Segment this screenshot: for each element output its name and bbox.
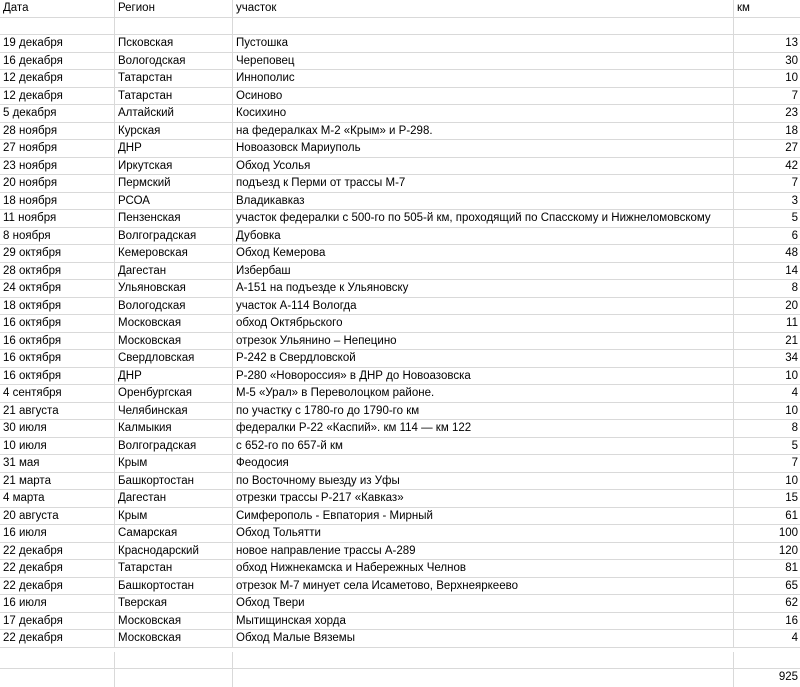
region-cell[interactable]: Калмыкия: [114, 420, 232, 438]
km-cell[interactable]: 14: [733, 263, 800, 281]
section-cell[interactable]: участок федералки с 500-го по 505-й км, проходящий по Спасскому и Нижнеломовскому: [232, 210, 733, 228]
table-row: [0, 385, 800, 403]
table-row: [0, 508, 800, 526]
empty-cell[interactable]: [733, 18, 800, 36]
km-cell[interactable]: 81: [733, 560, 800, 578]
header-section[interactable]: участок: [232, 0, 733, 18]
date-cell[interactable]: 31 мая: [3, 457, 40, 469]
km-cell[interactable]: 42: [733, 158, 800, 176]
km-cell[interactable]: 30: [733, 53, 800, 71]
section-cell[interactable]: участок А-114 Вологда: [232, 298, 733, 316]
region-cell[interactable]: Крым: [114, 455, 232, 473]
section-cell[interactable]: Дубовка: [232, 228, 733, 246]
km-cell[interactable]: 23: [733, 105, 800, 123]
date-cell[interactable]: 23 ноября: [3, 159, 58, 172]
empty-cell[interactable]: [232, 18, 733, 36]
table-row: [0, 175, 800, 193]
header-region[interactable]: Регион: [114, 0, 232, 18]
region-cell[interactable]: Вологодская: [114, 298, 232, 316]
section-cell[interactable]: Обход Твери: [232, 595, 733, 613]
region-cell[interactable]: Татарстан: [114, 88, 232, 106]
km-cell[interactable]: 100: [733, 525, 800, 543]
empty-cell[interactable]: [0, 652, 114, 670]
header-row: [0, 0, 800, 18]
date-cell[interactable]: 16 октября: [3, 369, 62, 382]
table-row: [0, 70, 800, 88]
section-cell[interactable]: Обход Тольятти: [232, 525, 733, 543]
section-cell[interactable]: Р-242 в Свердловской: [232, 350, 733, 368]
km-cell[interactable]: 21: [733, 333, 800, 351]
date-cell[interactable]: 5 декабря: [3, 107, 57, 119]
section-cell[interactable]: Владикавказ: [232, 193, 733, 211]
section-cell[interactable]: Обход Кемерова: [232, 245, 733, 263]
date-cell[interactable]: 20 августа: [3, 509, 59, 522]
km-cell[interactable]: 65: [733, 578, 800, 596]
header-km[interactable]: км: [733, 0, 800, 18]
table-row: [0, 140, 800, 158]
date-cell[interactable]: 20 ноября: [3, 177, 58, 189]
table-row: [0, 438, 800, 456]
section-cell[interactable]: отрезки трассы Р-217 «Кавказ»: [232, 490, 733, 508]
km-cell[interactable]: 3: [733, 193, 800, 211]
km-cell[interactable]: 10: [733, 403, 800, 421]
region-cell[interactable]: Московская: [114, 315, 232, 333]
region-cell[interactable]: Алтайский: [114, 105, 232, 123]
date-cell[interactable]: 8 ноября: [3, 229, 51, 242]
empty-cell[interactable]: [114, 669, 232, 687]
date-cell[interactable]: 16 октября: [3, 334, 62, 347]
date-cell[interactable]: 24 октября: [3, 282, 62, 294]
region-cell[interactable]: РСОА: [114, 193, 232, 211]
date-cell[interactable]: 22 декабря: [3, 579, 63, 592]
km-cell[interactable]: 7: [733, 88, 800, 106]
table-row: [0, 88, 800, 106]
section-cell[interactable]: отрезок М-7 минует села Исаметово, Верхнеяркеево: [232, 578, 733, 596]
section-cell[interactable]: Пустошка: [232, 35, 733, 53]
empty-cell[interactable]: [0, 669, 114, 687]
km-cell[interactable]: 20: [733, 298, 800, 316]
km-cell[interactable]: 6: [733, 228, 800, 246]
region-cell[interactable]: Московская: [114, 630, 232, 648]
km-cell[interactable]: 16: [733, 613, 800, 631]
date-cell[interactable]: 17 декабря: [3, 614, 63, 627]
empty-cell[interactable]: [232, 669, 733, 687]
section-cell[interactable]: Мытищинская хорда: [232, 613, 733, 631]
region-cell[interactable]: Челябинская: [114, 403, 232, 421]
section-cell[interactable]: Феодосия: [232, 455, 733, 473]
section-cell[interactable]: обход Нижнекамска и Набережных Челнов: [232, 560, 733, 578]
km-cell[interactable]: 10: [733, 473, 800, 491]
empty-cell[interactable]: [232, 652, 733, 670]
region-cell[interactable]: Свердловская: [114, 350, 232, 368]
table-row: [0, 193, 800, 211]
km-cell[interactable]: 4: [733, 630, 800, 648]
table-row: [0, 298, 800, 316]
date-cell[interactable]: 30 июля: [3, 422, 47, 434]
section-cell[interactable]: Череповец: [232, 53, 733, 71]
table-row: [0, 578, 800, 596]
km-cell[interactable]: 11: [733, 315, 800, 333]
section-cell[interactable]: Обход Малые Вяземы: [232, 630, 733, 648]
region-cell[interactable]: Пензенская: [114, 210, 232, 228]
date-cell[interactable]: 16 июля: [3, 597, 47, 609]
table-row: [0, 473, 800, 491]
table-row: [0, 35, 800, 53]
region-cell[interactable]: Московская: [114, 613, 232, 631]
region-cell[interactable]: Самарская: [114, 525, 232, 543]
region-cell[interactable]: Дагестан: [114, 490, 232, 508]
table-row: [0, 490, 800, 508]
table-row: [0, 105, 800, 123]
date-cell[interactable]: 4 сентября: [3, 387, 62, 399]
table-row: [0, 158, 800, 176]
region-cell[interactable]: Курская: [114, 123, 232, 141]
empty-cell[interactable]: [114, 652, 232, 670]
section-cell[interactable]: Обход Усолья: [232, 158, 733, 176]
km-cell[interactable]: 10: [733, 70, 800, 88]
region-cell[interactable]: Псковская: [114, 35, 232, 53]
date-cell[interactable]: 4 марта: [3, 492, 45, 504]
section-cell[interactable]: Симферополь - Евпатория - Мирный: [232, 508, 733, 526]
table-row: [0, 560, 800, 578]
total-row: [0, 669, 800, 687]
empty-cell[interactable]: [0, 18, 114, 36]
table-row: [0, 263, 800, 281]
table-row: [0, 613, 800, 631]
date-cell[interactable]: 29 октября: [3, 247, 62, 259]
region-cell[interactable]: ДНР: [114, 140, 232, 158]
km-cell[interactable]: 120: [733, 543, 800, 561]
region-cell[interactable]: Пермский: [114, 175, 232, 193]
table-row: [0, 280, 800, 298]
table-row: [0, 455, 800, 473]
section-cell[interactable]: с 652-го по 657-й км: [232, 438, 733, 456]
region-cell[interactable]: ДНР: [114, 368, 232, 386]
date-cell[interactable]: 16 октября: [3, 352, 62, 364]
section-cell[interactable]: отрезок Ульянино – Непецино: [232, 333, 733, 351]
region-cell[interactable]: Кемеровская: [114, 245, 232, 263]
date-cell[interactable]: 16 июля: [3, 527, 47, 539]
km-cell[interactable]: 18: [733, 123, 800, 141]
empty-cell[interactable]: [733, 652, 800, 670]
table-row: [0, 210, 800, 228]
region-cell[interactable]: Дагестан: [114, 263, 232, 281]
total-km-cell[interactable]: 925: [733, 669, 800, 687]
section-cell[interactable]: федералки Р-22 «Каспий». км 114 — км 122: [232, 420, 733, 438]
section-cell[interactable]: по участку с 1780-го до 1790-го км: [232, 403, 733, 421]
date-cell[interactable]: 16 октября: [3, 317, 62, 329]
km-cell[interactable]: 7: [733, 455, 800, 473]
km-cell[interactable]: 15: [733, 490, 800, 508]
section-cell[interactable]: Избербаш: [232, 263, 733, 281]
region-cell[interactable]: Волгоградская: [114, 438, 232, 456]
table-row: [0, 368, 800, 386]
date-cell[interactable]: 22 декабря: [3, 632, 63, 644]
empty-cell[interactable]: [114, 18, 232, 36]
empty-row: [0, 652, 800, 670]
table-row: [0, 228, 800, 246]
table-row: [0, 333, 800, 351]
table-row: [0, 53, 800, 71]
km-cell[interactable]: 10: [733, 368, 800, 386]
date-cell[interactable]: 10 июля: [3, 439, 47, 452]
km-cell[interactable]: 62: [733, 595, 800, 613]
section-cell[interactable]: подъезд к Перми от трассы М-7: [232, 175, 733, 193]
table-row: [0, 595, 800, 613]
section-cell[interactable]: Новоазовск Мариуполь: [232, 140, 733, 158]
region-cell[interactable]: Тверская: [114, 595, 232, 613]
region-cell[interactable]: Татарстан: [114, 560, 232, 578]
date-cell[interactable]: 12 декабря: [3, 72, 63, 84]
section-cell[interactable]: А-151 на подъезде к Ульяновску: [232, 280, 733, 298]
table-row: [0, 525, 800, 543]
table-row: [0, 315, 800, 333]
km-cell[interactable]: 34: [733, 350, 800, 368]
date-cell[interactable]: 16 декабря: [3, 54, 63, 67]
region-cell[interactable]: Волгоградская: [114, 228, 232, 246]
date-cell[interactable]: 19 декабря: [3, 37, 63, 49]
section-cell[interactable]: М-5 «Урал» в Переволоцком районе.: [232, 385, 733, 403]
table-row: [0, 403, 800, 421]
km-cell[interactable]: 8: [733, 420, 800, 438]
date-cell[interactable]: 28 октября: [3, 264, 62, 277]
section-cell[interactable]: Иннополис: [232, 70, 733, 88]
region-cell[interactable]: Московская: [114, 333, 232, 351]
region-cell[interactable]: Башкортостан: [114, 473, 232, 491]
table-row: [0, 420, 800, 438]
date-cell[interactable]: 18 октября: [3, 299, 62, 312]
header-date[interactable]: Дата: [3, 2, 29, 14]
region-cell[interactable]: Вологодская: [114, 53, 232, 71]
region-cell[interactable]: Башкортостан: [114, 578, 232, 596]
section-cell[interactable]: Косихино: [232, 105, 733, 123]
region-cell[interactable]: Крым: [114, 508, 232, 526]
date-cell[interactable]: 11 ноября: [3, 212, 57, 224]
region-cell[interactable]: Краснодарский: [114, 543, 232, 561]
region-cell[interactable]: Оренбургская: [114, 385, 232, 403]
section-cell[interactable]: на федералках М-2 «Крым» и Р-298.: [232, 123, 733, 141]
date-cell[interactable]: 21 марта: [3, 474, 51, 487]
date-cell[interactable]: 12 декабря: [3, 89, 63, 102]
empty-row: [0, 18, 800, 36]
section-cell[interactable]: по Восточному выезду из Уфы: [232, 473, 733, 491]
km-cell[interactable]: 4: [733, 385, 800, 403]
km-cell[interactable]: 8: [733, 280, 800, 298]
km-cell[interactable]: 7: [733, 175, 800, 193]
date-cell[interactable]: 27 ноября: [3, 142, 58, 154]
km-cell[interactable]: 27: [733, 140, 800, 158]
region-cell[interactable]: Татарстан: [114, 70, 232, 88]
table-row: [0, 245, 800, 263]
section-cell[interactable]: новое направление трассы А-289: [232, 543, 733, 561]
km-cell[interactable]: 13: [733, 35, 800, 53]
date-cell[interactable]: 18 ноября: [3, 194, 58, 207]
date-cell[interactable]: 22 декабря: [3, 544, 63, 557]
date-cell[interactable]: 22 декабря: [3, 562, 63, 574]
region-cell[interactable]: Ульяновская: [114, 280, 232, 298]
table-row: [0, 350, 800, 368]
table-row: [0, 543, 800, 561]
km-cell[interactable]: 5: [733, 438, 800, 456]
date-cell[interactable]: 28 ноября: [3, 124, 58, 137]
date-cell[interactable]: 21 августа: [3, 404, 59, 417]
table-row: [0, 123, 800, 141]
km-cell[interactable]: 48: [733, 245, 800, 263]
section-cell[interactable]: Р-280 «Новороссия» в ДНР до Новоазовска: [232, 368, 733, 386]
section-cell[interactable]: Осиново: [232, 88, 733, 106]
km-cell[interactable]: 5: [733, 210, 800, 228]
table-row: [0, 630, 800, 648]
km-cell[interactable]: 61: [733, 508, 800, 526]
region-cell[interactable]: Иркутская: [114, 158, 232, 176]
section-cell[interactable]: обход Октябрьского: [232, 315, 733, 333]
